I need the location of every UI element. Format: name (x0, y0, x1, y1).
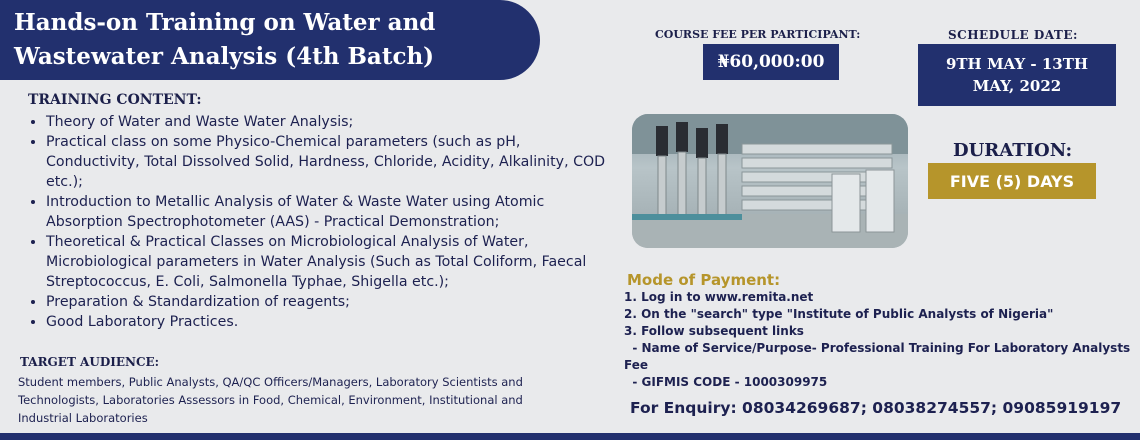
payment-step: 2. On the "search" type "Institute of Public Analysts of Nigeria" (624, 307, 1054, 321)
list-item: • Theoretical & Practical Classes on Microbiological Analysis of Water, Microbiological parameters in Water Analysis (Such as Total Coliform, Faecal Streptococcus, E. Coli, Salmonella Typhae, Shigella etc.); (46, 232, 606, 292)
enquiry-phone-numbers: For Enquiry: 08034269687; 08038274557; 09085919197 (630, 399, 1122, 417)
target-audience-heading: TARGET AUDIENCE: (20, 355, 160, 369)
list-item: • Good Laboratory Practices. (46, 312, 606, 332)
course-fee-value: ₦60,000:00 (703, 44, 839, 80)
training-content-list (22, 112, 606, 332)
schedule-date-label: SCHEDULE DATE: (948, 28, 1078, 42)
list-item: • Practical class on some Physico-Chemical parameters (such as pH, Conductivity, Total Dissolved Solid, Hardness, Chloride, Acidity, Alkalinity, COD etc.); (46, 132, 606, 192)
list-item: • Introduction to Metallic Analysis of Water & Waste Water using Atomic Absorption Spectrophotometer (AAS) - Practical Demonstration; (46, 192, 606, 232)
payment-steps (624, 289, 1140, 391)
course-fee-label: COURSE FEE PER PARTICIPANT: (655, 28, 861, 41)
payment-step: - GIFMIS CODE - 1000309975 (624, 375, 828, 389)
footer-bar (0, 433, 1140, 440)
list-item: • Theory of Water and Waste Water Analysis; (46, 112, 606, 132)
target-audience-text: Student members, Public Analysts, QA/QC Officers/Managers, Laboratory Scientists and Technologists, Laboratories Assessors in Food, Chemical, Environment, Institutional and Industrial Laboratories (18, 375, 523, 425)
payment-step: 3. Follow subsequent links (624, 324, 804, 338)
payment-step: Fee (624, 358, 648, 372)
page-title: Hands-on Training on Water and Wastewater Analysis (4th Batch) (14, 9, 436, 70)
title-banner (0, 0, 540, 80)
duration-value: FIVE (5) DAYS (928, 163, 1096, 199)
payment-step: - Name of Service/Purpose- Professional Training For Laboratory Analysts (624, 341, 1131, 355)
training-content-heading: TRAINING CONTENT: (28, 92, 202, 108)
mode-of-payment-heading: Mode of Payment: (627, 271, 781, 289)
schedule-date-value: 9TH MAY - 13TH MAY, 2022 (918, 44, 1116, 106)
water-treatment-plant-photo (632, 114, 908, 248)
list-item: • Preparation & Standardization of reagents; (46, 292, 606, 312)
plant-illustration (632, 114, 908, 248)
duration-label: DURATION: (953, 140, 1073, 161)
payment-step: 1. Log in to www.remita.net (624, 290, 814, 304)
